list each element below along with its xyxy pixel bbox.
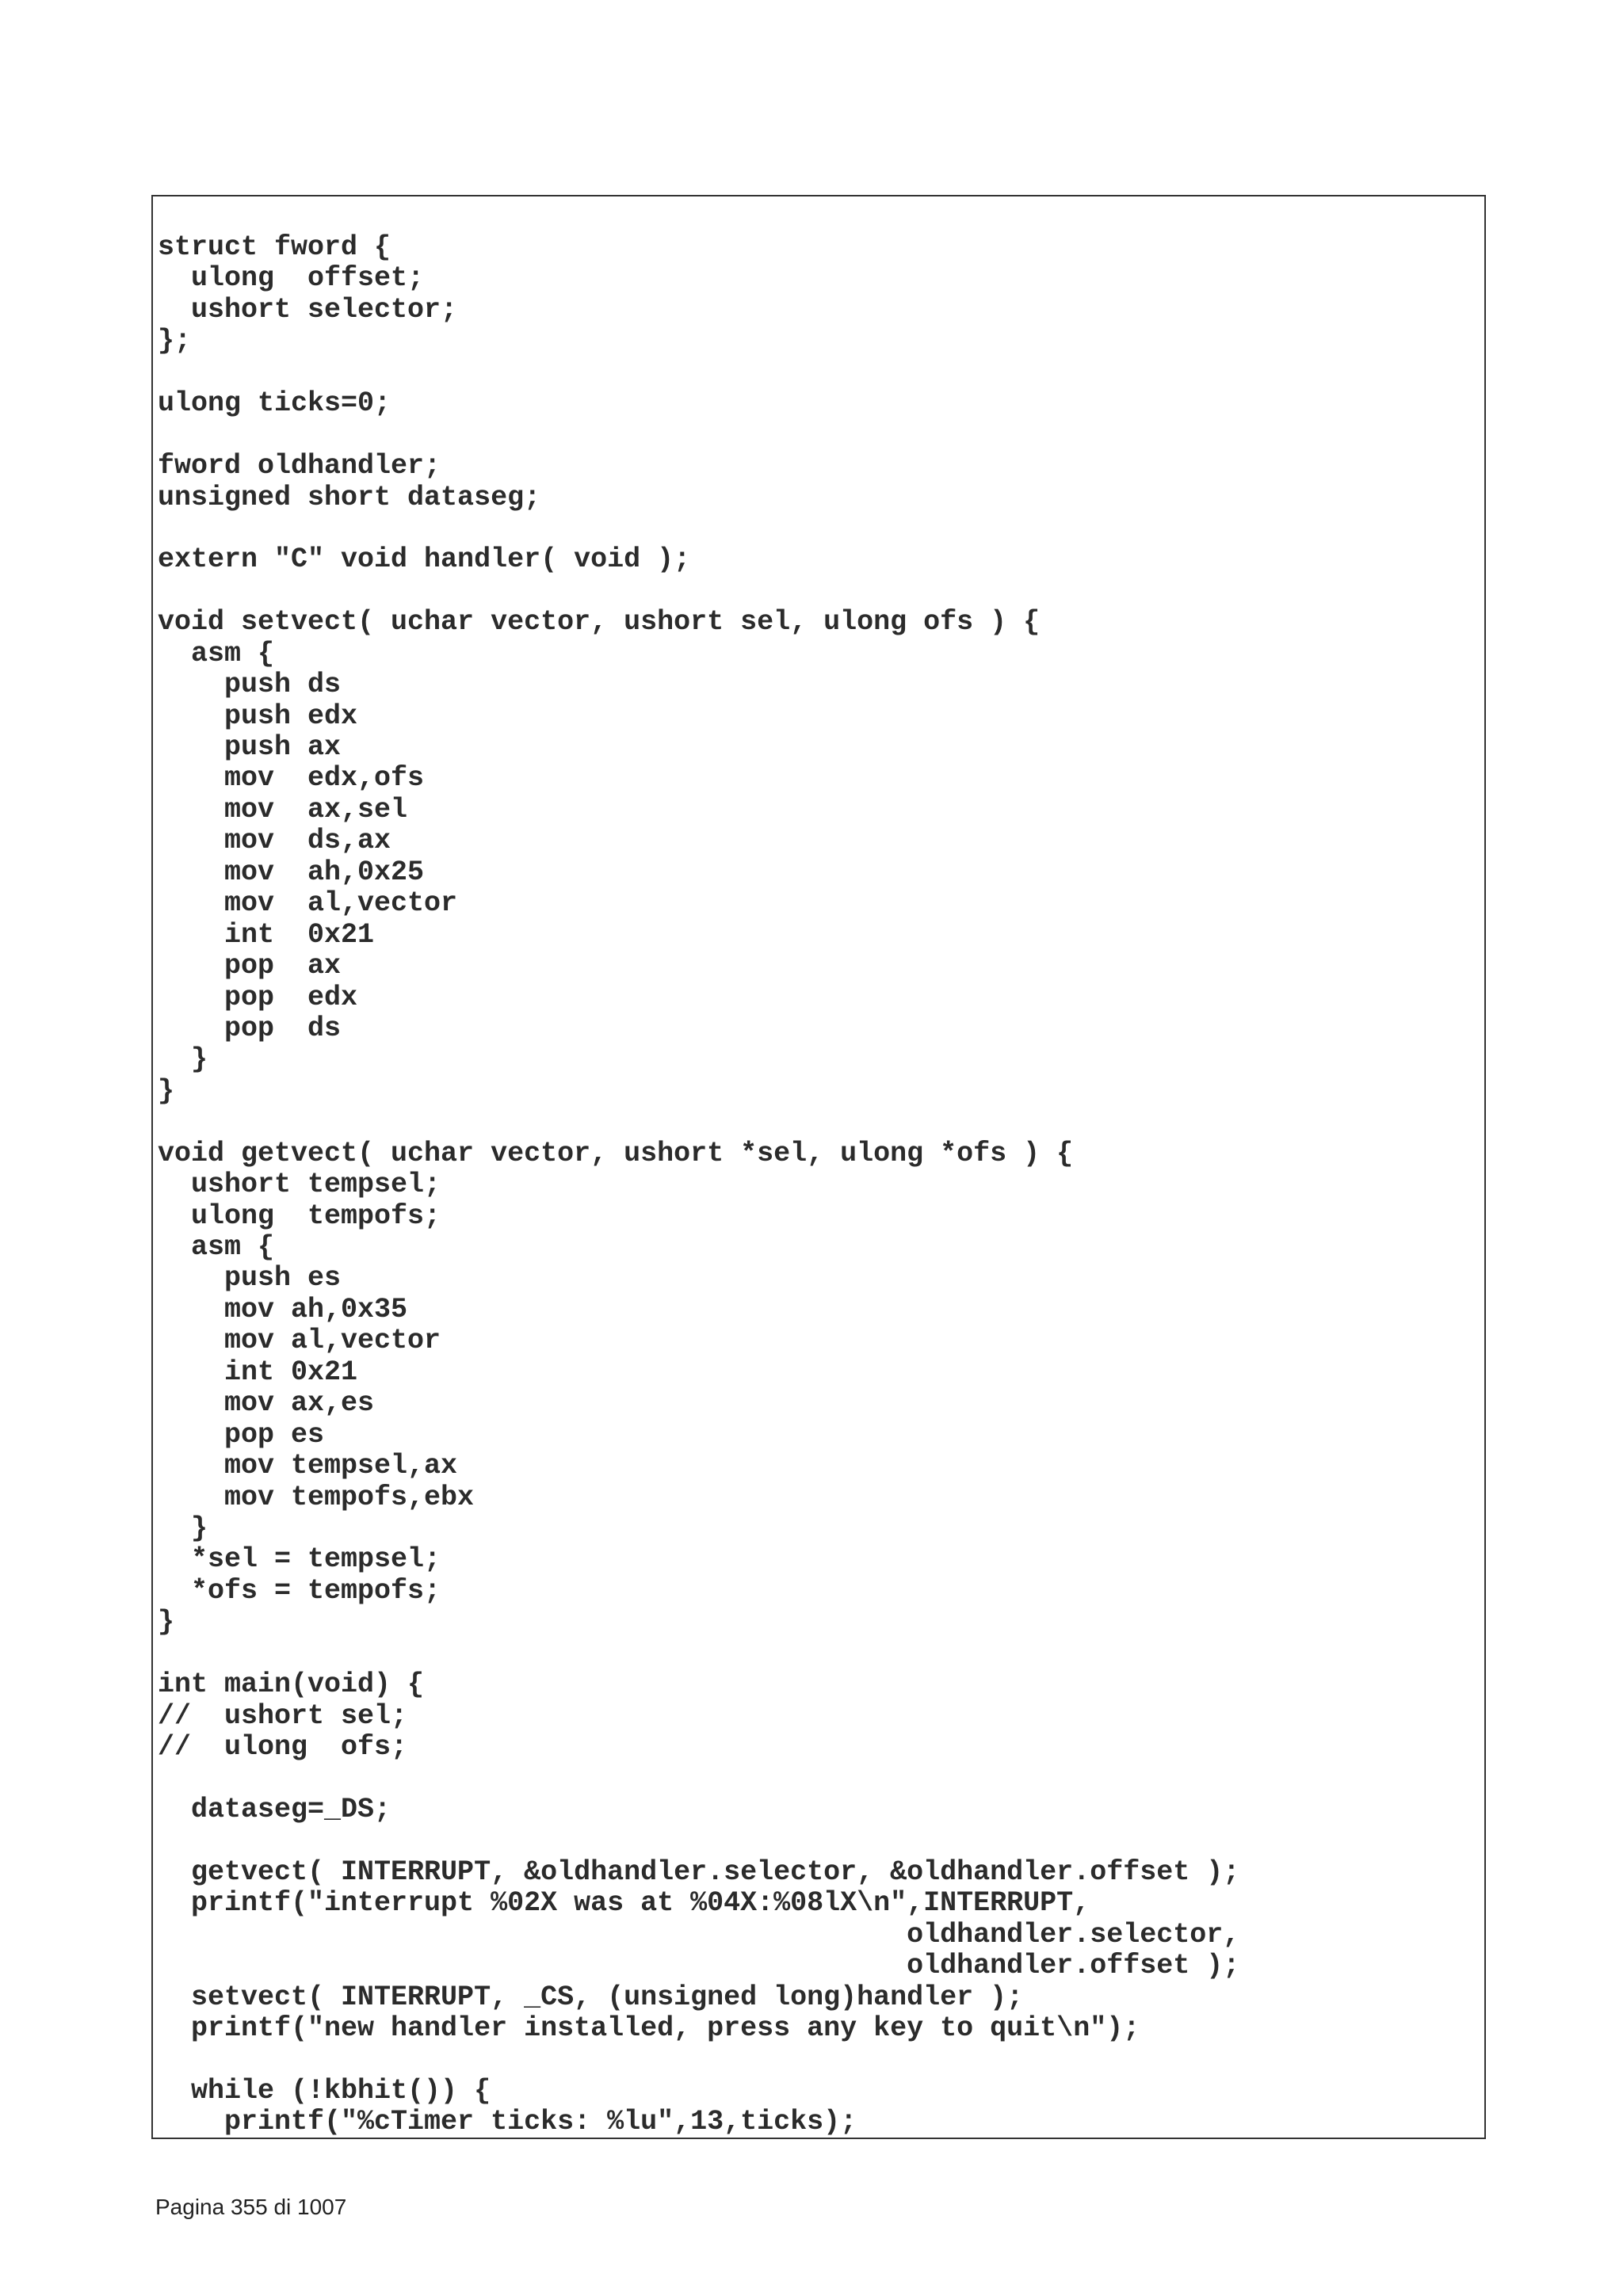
- code-line: [158, 357, 1239, 388]
- code-line: printf("%cTimer ticks: %lu",13,ticks);: [158, 2106, 857, 2138]
- code-line: asm {: [158, 1231, 275, 1263]
- code-line: ulong offset;: [158, 262, 425, 295]
- code-line: [158, 1763, 1239, 1794]
- code-line: mov al,vector: [158, 1325, 441, 1357]
- code-line: void getvect( uchar vector, ushort *sel, ulong *ofs ) {: [158, 1137, 1074, 1169]
- code-line: // ulong ofs;: [158, 1731, 408, 1763]
- code-line: // ushort sel;: [158, 1699, 408, 1732]
- code-line: unsigned short dataseg;: [158, 481, 541, 513]
- code-line: [158, 1825, 1239, 1856]
- code-line: mov tempsel,ax: [158, 1450, 458, 1482]
- code-line: }: [158, 1512, 208, 1544]
- code-line: push ax: [158, 731, 342, 763]
- code-line: fword oldhandler;: [158, 450, 441, 482]
- code-line: printf("new handler installed, press any key to quit\n");: [158, 2012, 1140, 2044]
- code-line: mov ah,0x35: [158, 1293, 408, 1325]
- code-line: mov al,vector: [158, 887, 458, 920]
- code-line: }: [158, 1043, 208, 1076]
- code-line: [158, 1638, 1239, 1669]
- code-line: pop edx: [158, 981, 358, 1013]
- code-line: asm {: [158, 637, 275, 669]
- code-line: void setvect( uchar vector, ushort sel, ulong ofs ) {: [158, 606, 1041, 639]
- code-line: dataseg=_DS;: [158, 1793, 391, 1825]
- code-line: [158, 576, 1239, 607]
- code-line: ushort tempsel;: [158, 1169, 441, 1201]
- code-line: mov ax,sel: [158, 793, 408, 826]
- code-listing: [158, 232, 1239, 2138]
- code-line: int main(void) {: [158, 1669, 425, 1701]
- code-line: mov ax,es: [158, 1387, 375, 1420]
- code-line: setvect( INTERRUPT, _CS, (unsigned long)handler );: [158, 1981, 1024, 2013]
- code-line: }: [158, 1606, 175, 1638]
- code-line: mov edx,ofs: [158, 762, 425, 795]
- code-line: pop es: [158, 1418, 325, 1451]
- code-line: }: [158, 1074, 175, 1107]
- code-line: pop ax: [158, 950, 342, 982]
- code-line: ulong tempofs;: [158, 1199, 441, 1232]
- code-line: [158, 513, 1239, 544]
- code-line: [158, 420, 1239, 451]
- code-line: ushort selector;: [158, 293, 458, 326]
- code-line: push es: [158, 1262, 342, 1295]
- code-line: mov ah,0x25: [158, 856, 425, 888]
- code-line: getvect( INTERRUPT, &oldhandler.selector, &oldhandler.offset );: [158, 1855, 1240, 1888]
- code-line: *ofs = tempofs;: [158, 1574, 441, 1607]
- code-line: oldhandler.selector,: [158, 1918, 1240, 1951]
- page-number: Pagina 355 di 1007: [155, 2195, 347, 2219]
- code-line: mov ds,ax: [158, 825, 391, 857]
- code-line: };: [158, 325, 192, 357]
- code-line: int 0x21: [158, 1356, 358, 1388]
- code-line: *sel = tempsel;: [158, 1543, 441, 1576]
- code-line: printf("interrupt %02X was at %04X:%08lX\n",INTERRUPT,: [158, 1887, 1090, 1920]
- code-line: extern "C" void handler( void );: [158, 543, 691, 576]
- code-line: [158, 2044, 1239, 2075]
- code-line: [158, 1107, 1239, 1138]
- code-line: oldhandler.offset );: [158, 1950, 1240, 1982]
- code-line: while (!kbhit()) {: [158, 2074, 491, 2107]
- code-line: ulong ticks=0;: [158, 387, 391, 420]
- code-line: push ds: [158, 669, 342, 701]
- code-line: push edx: [158, 700, 358, 732]
- code-line: pop ds: [158, 1012, 342, 1044]
- code-line: mov tempofs,ebx: [158, 1481, 475, 1513]
- code-line: int 0x21: [158, 918, 375, 951]
- code-listing-box: [151, 195, 1486, 2139]
- code-line: struct fword {: [158, 231, 391, 263]
